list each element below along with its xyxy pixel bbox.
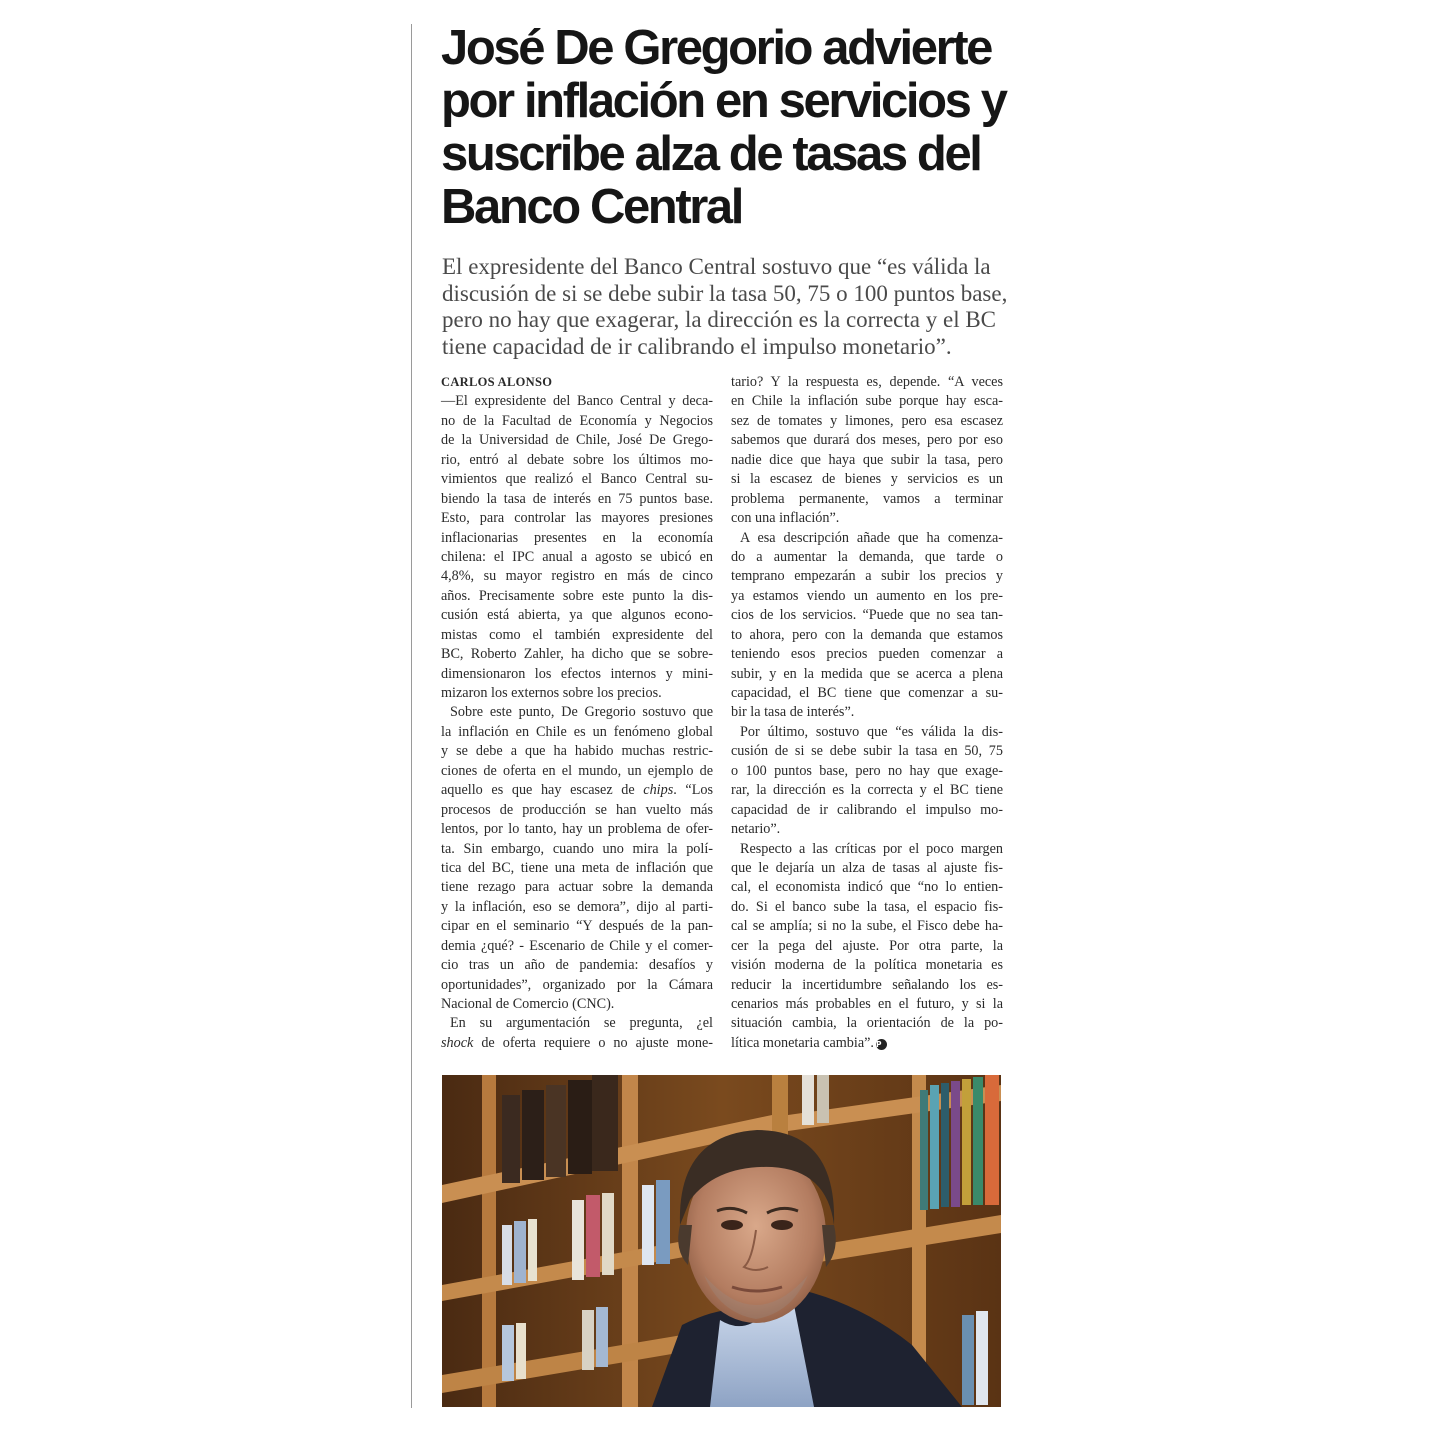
byline: CARLOS ALONSO [441,375,553,389]
body-line: no de la Facultad de Economía y Negocios [441,412,713,429]
body-line: to ahora, pero con la demanda que estamos [731,626,1003,643]
end-mark-icon: P [876,1039,887,1050]
body-line: Sobre este punto, De Gregorio sostuvo que [450,704,713,721]
shock-italic: shock [441,1034,474,1051]
book [602,1193,614,1275]
body-line: nadie dice que haya que subir la tasa, pero [731,451,1003,468]
body-line: dimensionaron los efectos internos y mini- [441,665,713,682]
body-line: cal, el economista indicó que “no lo entien- [731,879,1003,896]
body-line: BC, Roberto Zahler, ha dicho que se sobre- [441,646,713,663]
deck-line: pero no hay que exagerar, la dirección es la correcta y el BC [442,307,997,332]
body-line: cios de los servicios. “Puede que no sea tan- [731,607,1003,624]
body-line: Esto, para controlar las mayores presiones [441,510,713,527]
body-line: tario? Y la respuesta es, depende. “A veces [731,374,1003,390]
book [802,1075,814,1125]
body-line: capacidad, el BC tiene que comenzar a su- [731,685,1003,701]
headline-line: José De Gregorio advierte [441,21,992,75]
book [920,1090,928,1210]
column-rule [411,24,412,1408]
headline-line: por inflación en servicios y [441,74,1006,128]
deck-subtitle [442,254,1012,360]
body-line: ta. Sin embargo, cuando uno mira la polí- [441,840,713,857]
body-line: rio, entró al debate sobre los últimos mo- [441,451,713,468]
body-line: cusión está abierta, ya que algunos econo- [441,607,713,624]
body-line: Nacional de Comercio (CNC). [441,996,615,1012]
book [985,1075,999,1205]
deck-line: El expresidente del Banco Central sostuvo que “es válida la [442,254,991,279]
book [656,1180,670,1264]
book [976,1311,988,1405]
body-line: situación cambia, la orientación de la po- [731,1015,1003,1032]
book [962,1079,971,1205]
body-line: visión moderna de la política monetaria es [731,957,1003,974]
body-line: sabemos que durará dos meses, pero por eso [731,432,1003,449]
chips-italic: chips [643,782,674,799]
body-line: con una inflación”. [731,510,840,527]
book [568,1080,592,1174]
body-line: cipar en el seminario “Y después de la pan- [441,918,713,935]
body-line-shock [441,1034,713,1053]
headline-line: Banco Central [441,180,742,234]
book [951,1081,960,1207]
eye [771,1220,793,1230]
book [596,1307,608,1367]
body-line: 4,8%, su mayor registro en más de cinco [441,568,713,585]
book [930,1085,939,1209]
book [516,1323,526,1379]
body-line: —El expresidente del Banco Central y deca- [441,393,713,410]
book [642,1185,654,1265]
body-line: lentos, por lo tanto, hay un problema de ofer- [441,821,713,838]
deck-line: tiene capacidad de ir calibrando el impulso monetario”. [442,333,952,359]
book [582,1310,594,1370]
body-line-final [731,1034,1003,1053]
body-line: y se debe a que ha habido muchas restric- [441,743,713,760]
book [502,1095,520,1183]
body-line: do a aumentar la demanda, que tarde o [731,548,1003,565]
eye [721,1220,743,1230]
headline [441,22,1011,234]
book [592,1075,618,1171]
book [502,1325,514,1381]
body-line: de la Universidad de Chile, José De Grego- [441,432,713,449]
body-line: netario”. [731,821,781,838]
body-line: problema permanente, vamos a terminar [731,490,1003,507]
article-column-right [731,373,1003,1053]
deck-line: discusión de si se debe subir la tasa 50, 75 o 100 puntos base, [442,280,1008,306]
body-line: bir la tasa de interés”. [731,704,855,721]
body-line: subir, y en la medida que se acerca a plena [731,665,1003,682]
body-line: biendo la tasa de interés en 75 puntos base. [441,490,713,507]
body-line: mizaron los externos sobre los precios. [441,685,662,701]
body-line: inflacionarias presentes en la economía [441,529,713,546]
book [528,1219,537,1281]
book [546,1085,566,1177]
body-line: mistas como el también expresidente del [441,626,713,643]
book [817,1075,829,1123]
body-line: cio tras un año de pandemia: desafíos y [441,957,713,974]
book [962,1315,974,1405]
body-line: cer la pega del ajuste. Por otra parte, la [731,937,1003,954]
body-line: cal se amplía; si no la sube, el Fisco debe ha- [731,918,1003,935]
body-line: vimientos que realizó el Banco Central su- [441,471,713,488]
body-line: rar, la dirección es la correcta y el BC tiene [731,782,1003,799]
shock-suffix: de oferta requiere o no ajuste mone- [473,1034,713,1051]
body-line: y la inflación, eso se demora”, dijo al parti- [441,898,713,915]
body-line-chips [441,781,713,800]
body-line: temprano empezarán a subir los precios y [731,568,1003,585]
book [941,1083,949,1207]
body-line: Respecto a las críticas por el poco margen [740,840,1003,857]
body-line: ciones de oferta en el mundo, un ejemplo de [441,762,713,779]
shelf-post [482,1075,496,1407]
body-line: años. Precisamente sobre este punto la dis- [441,587,713,604]
body-line: si la escasez de bienes y servicios es un [731,471,1003,488]
final-text: lítica monetaria cambia”. [731,1034,874,1051]
body-line: capacidad de ir calibrando el impulso mo- [731,801,1003,818]
body-line: sez de tomates y limones, pero esa escasez [731,412,1003,429]
body-line: cusión de si se debe subir la tasa en 50, 75 [731,743,1003,760]
body-line: oportunidades”, organizado por la Cámara [441,976,713,993]
headline-line: suscribe alza de tasas del [441,127,981,181]
body-line: procesos de producción se han vuelto más [441,801,713,818]
body-line: do. Si el banco sube la tasa, el espacio fis- [731,898,1003,915]
body-line: la inflación en Chile es un fenómeno global [441,723,713,740]
portrait-photo-illustration [442,1075,1001,1407]
book [514,1221,526,1283]
body-line: tiene rezago para actuar sobre la demanda [441,879,713,896]
body-line: chilena: el IPC anual a agosto se ubicó en [441,548,713,565]
body-line: reducir la incertidumbre señalando los es- [731,976,1003,993]
book [572,1200,584,1280]
body-line: En su argumentación se pregunta, ¿el [450,1015,713,1032]
body-line: demia ¿qué? - Escenario de Chile y el comer- [441,937,713,954]
book [502,1225,512,1285]
body-line: cenarios más probables en el futuro, y si la [731,996,1003,1012]
chips-prefix: aquello es que hay escasez de [441,782,644,799]
book [522,1090,544,1180]
body-line: A esa descripción añade que ha comenza- [740,529,1003,546]
body-line: o 100 puntos base, pero no hay que exage- [731,762,1003,779]
body-line: teniendo esos precios pueden comenzar a [731,646,1003,663]
body-line: en Chile la inflación sube porque hay esca- [731,393,1003,410]
body-line: Por último, sostuvo que “es válida la dis- [740,723,1003,740]
body-line: ya estamos viendo un aumento en los pre- [731,587,1003,604]
chips-suffix: . “Los [673,782,713,799]
book [973,1077,983,1205]
body-line: tica del BC, tiene una meta de inflación que [441,859,713,876]
book [586,1195,600,1277]
body-line: que le dejaría un alza de tasas al ajuste fis- [731,859,1003,876]
article-column-left [441,373,713,1053]
article-photo [442,1075,1001,1407]
